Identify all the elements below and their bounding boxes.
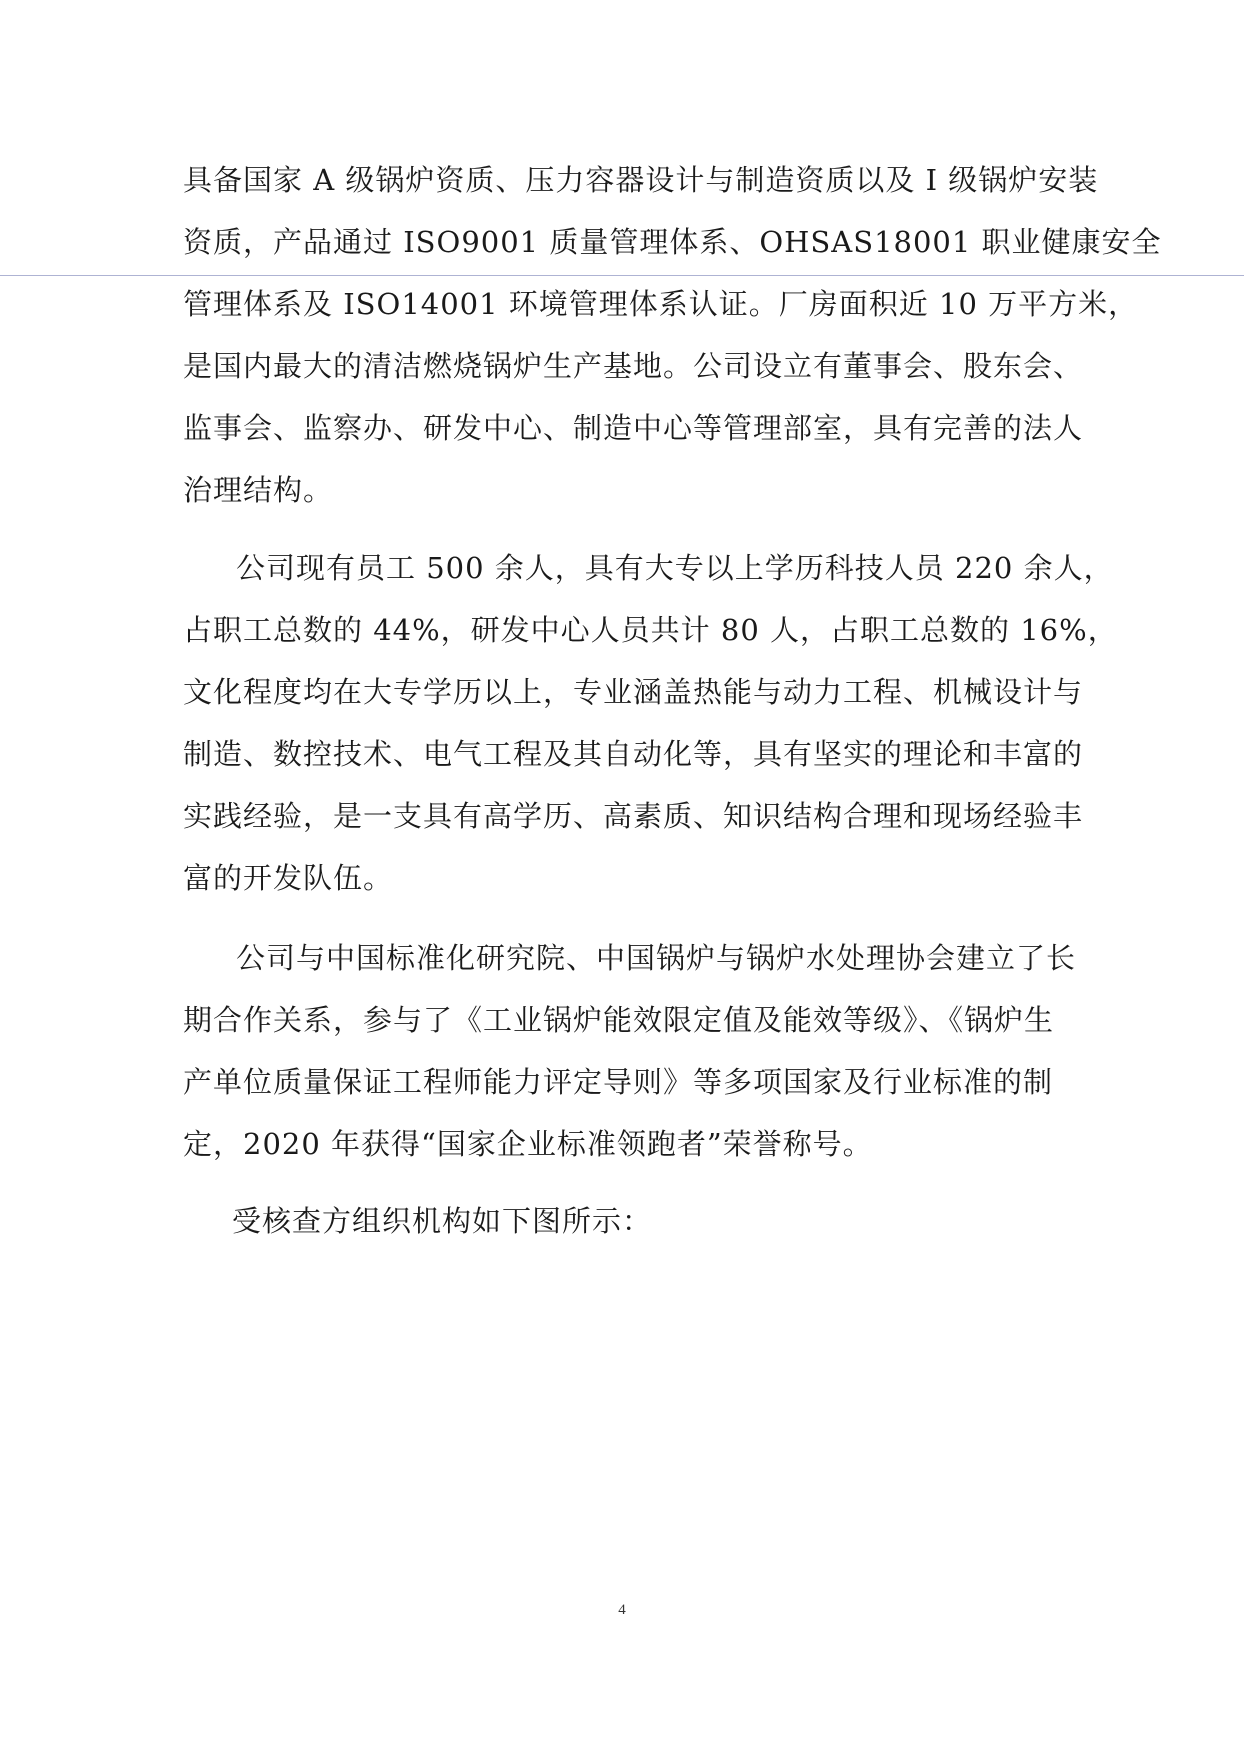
paragraph-line: 产单位质量保证工程师能力评定导则》等多项国家及行业标准的制 xyxy=(183,1065,1054,1099)
page-number: 4 xyxy=(618,1602,626,1618)
paragraph-line: 制造、数控技术、电气工程及其自动化等，具有坚实的理论和丰富的 xyxy=(183,737,1084,771)
paragraph-line: 公司现有员工 500 余人，具有大专以上学历科技人员 220 余人， xyxy=(236,551,1114,585)
paragraph-line: 具备国家 A 级锅炉资质、压力容器设计与制造资质以及 I 级锅炉安装 xyxy=(183,163,1099,197)
paragraph-line: 富的开发队伍。 xyxy=(183,861,394,895)
paragraph-line: 治理结构。 xyxy=(183,473,334,507)
paragraph-line: 占职工总数的 44%，研发中心人员共计 80 人，占职工总数的 16%， xyxy=(183,613,1118,647)
paragraph-line: 公司与中国标准化研究院、中国锅炉与锅炉水处理协会建立了长 xyxy=(236,941,1077,975)
paragraph-line: 监事会、监察办、研发中心、制造中心等管理部室，具有完善的法人 xyxy=(183,411,1084,445)
paragraph-line: 实践经验，是一支具有高学历、高素质、知识结构合理和现场经验丰 xyxy=(183,799,1084,833)
paragraph-line: 管理体系及 ISO14001 环境管理体系认证。厂房面积近 10 万平方米， xyxy=(183,287,1139,321)
paragraph-line: 受核查方组织机构如下图所示： xyxy=(232,1204,653,1238)
paragraph-line: 是国内最大的清洁燃烧锅炉生产基地。公司设立有董事会、股东会、 xyxy=(183,349,1084,383)
paragraph-line: 资质，产品通过 ISO9001 质量管理体系、OHSAS18001 职业健康安全 xyxy=(183,225,1162,259)
scan-artifact-line xyxy=(0,275,1244,276)
paragraph-line: 期合作关系，参与了《工业锅炉能效限定值及能效等级》、《锅炉生 xyxy=(183,1003,1055,1037)
paragraph-line: 定，2020 年获得“国家企业标准领跑者”荣誉称号。 xyxy=(183,1127,873,1161)
paragraph-line: 文化程度均在大专学历以上，专业涵盖热能与动力工程、机械设计与 xyxy=(183,675,1084,709)
